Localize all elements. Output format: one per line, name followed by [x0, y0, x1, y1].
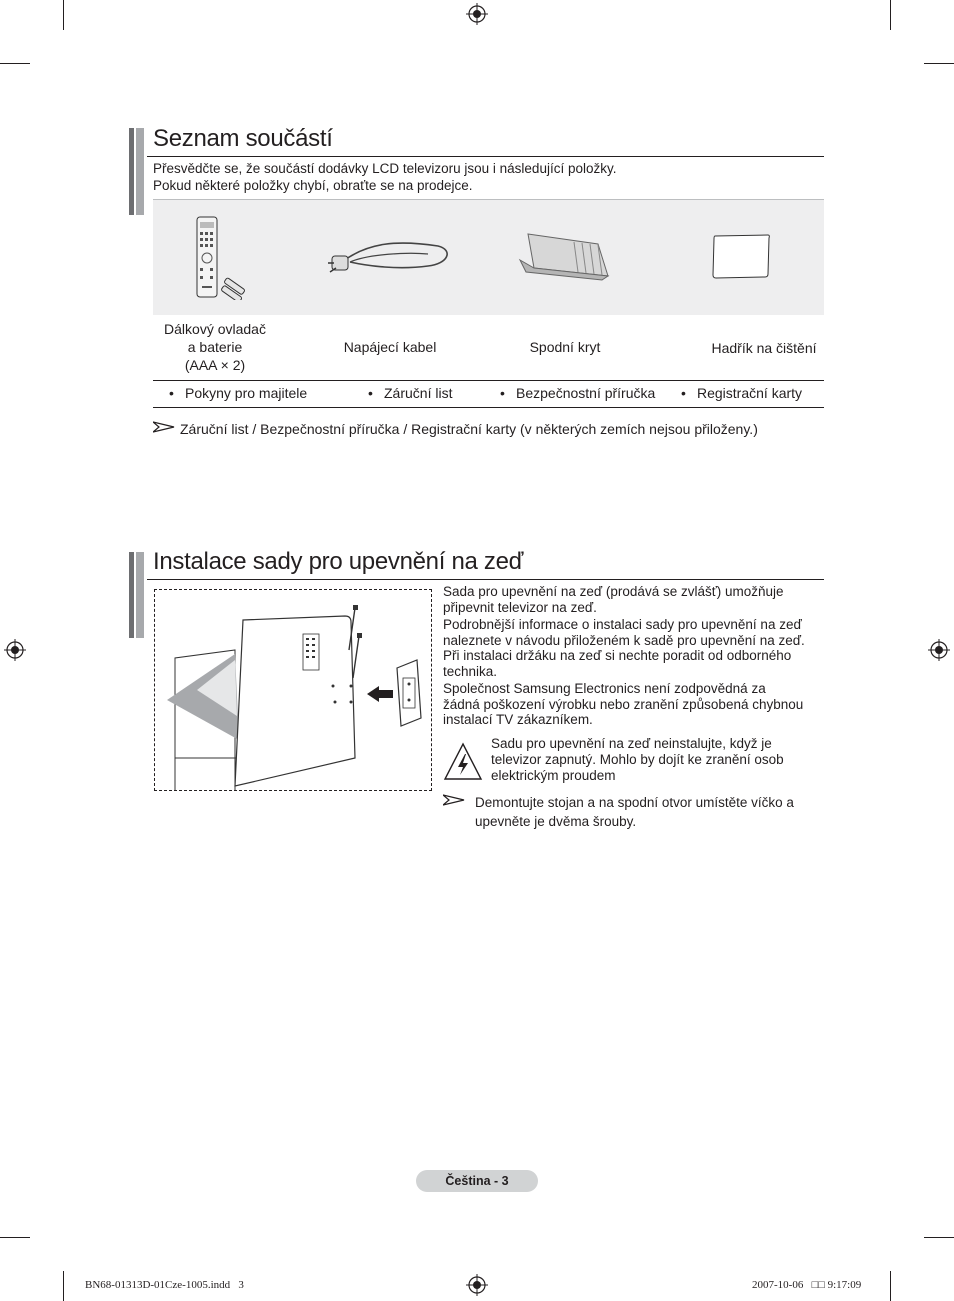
wall-mount-description: Sada pro upevnění na zeď (prodává se zvlášť) umožňuje připevnit televizor na zeď. Podrobnější informace o instalaci sady pro upevnění na zeď naleznete v návodu přiloženém k sadě pro upevnění na zeď. Při instalaci držáku na zeď si nechte poradit od odborného technika. Společnost Samsung Electronics není zodpovědná za žádná poškození výrobku nebo zranění způsobená chybnou instalací TV zákazníkem. [443, 584, 805, 727]
registration-mark-icon [466, 3, 488, 25]
title-underline [147, 156, 824, 157]
section-title: Instalace sady pro upevnění na zeď [153, 548, 524, 575]
registration-mark-icon [928, 639, 950, 661]
crop-mark [0, 63, 30, 64]
bullets-bottom-rule [153, 407, 824, 408]
caption-bottom-cover: Spodní kryt [529, 339, 601, 355]
section-marker [129, 128, 134, 215]
caption-cleaning-cloth: Hadřík na čištění [711, 340, 817, 356]
list-item: Bezpečnostní příručka [516, 385, 656, 401]
crop-mark [0, 1237, 30, 1238]
crop-mark [924, 1237, 954, 1238]
crop-mark [890, 1271, 891, 1301]
note-arrow-icon [443, 794, 465, 806]
crop-mark [63, 1271, 64, 1301]
stand-removal-note: Demontujte stojan a na spodní otvor umístěte víčko a upevněte je dvěma šrouby. [475, 795, 794, 829]
bottom-cover-icon [518, 230, 612, 282]
section-marker [136, 128, 144, 215]
power-cord-icon [328, 232, 454, 284]
warning-text: Sadu pro upevnění na zeď neinstalujte, když je televizor zapnutý. Mohlo by dojít ke zranění osob elektrickým proudem [491, 736, 784, 783]
note-text: Záruční list / Bezpečnostní příručka / Registrační karty (v některých zemích nejsou přiloženy.) [180, 421, 758, 437]
title-underline [147, 579, 824, 580]
section-marker [129, 552, 134, 638]
document-list [153, 385, 824, 403]
bullets-top-rule [153, 380, 824, 381]
electric-shock-warning-icon [443, 742, 483, 782]
crop-mark [63, 0, 64, 30]
intro-text: Pokud některé položky chybí, obraťte se na prodejce. [153, 178, 473, 193]
section-marker [136, 552, 144, 638]
caption-remote: Dálkový ovladač a baterie (AAA × 2) [164, 321, 266, 373]
list-item: • [368, 385, 373, 401]
remote-control-icon [190, 214, 252, 300]
registration-mark-icon [4, 639, 26, 661]
print-slug-filename: BN68-01313D-01Cze-1005.indd 3 [85, 1279, 244, 1291]
caption-power-cord: Napájecí kabel [343, 339, 437, 355]
list-item: Pokyny pro majitele [185, 385, 308, 401]
wall-mount-diagram [154, 589, 432, 791]
cleaning-cloth-icon [710, 232, 772, 280]
wall-mount-illustration [155, 590, 431, 790]
page-number-label: Čeština - 3 [416, 1170, 538, 1192]
registration-mark-icon [466, 1274, 488, 1296]
crop-mark [890, 0, 891, 30]
list-item: • [500, 385, 505, 401]
list-item: Záruční list [384, 385, 453, 401]
print-slug-timestamp: 2007-10-06 □□ 9:17:09 [752, 1279, 862, 1291]
list-item: • [681, 385, 686, 401]
list-item: Registrační karty [697, 385, 803, 401]
crop-mark [924, 63, 954, 64]
section-title: Seznam součástí [153, 125, 333, 152]
intro-text: Přesvědčte se, že součástí dodávky LCD televizoru jsou i následující položky. [153, 161, 617, 176]
list-item: • [169, 385, 174, 401]
note-arrow-icon [153, 421, 175, 433]
